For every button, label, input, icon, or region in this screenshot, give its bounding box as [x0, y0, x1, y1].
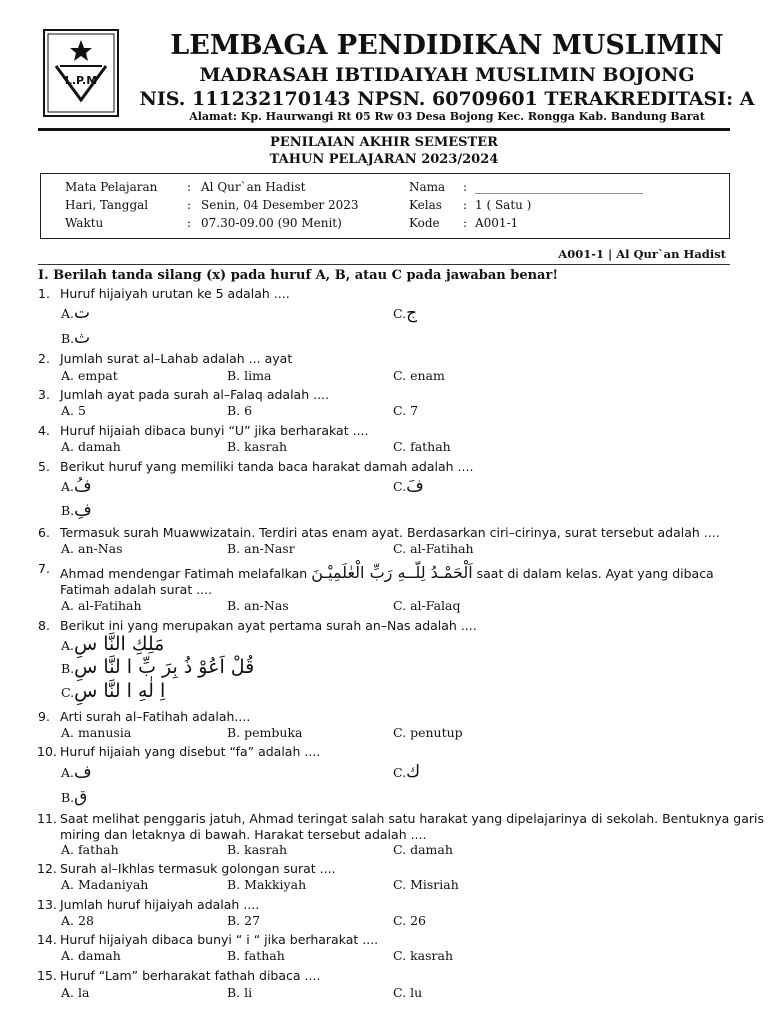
identity-key: Mata Pelajaran — [65, 180, 158, 194]
option-c[interactable] — [393, 948, 453, 963]
option-label: C. — [393, 948, 407, 963]
question-text: Berikut huruf yang memiliki tanda baca harakat damah adalah .... — [60, 459, 474, 474]
question-7 — [38, 561, 738, 597]
option-text: an-Nas — [78, 541, 123, 556]
option-a[interactable] — [61, 762, 92, 782]
option-arabic: ث — [74, 328, 91, 348]
letterhead-divider — [38, 128, 730, 131]
option-b[interactable] — [227, 985, 252, 1000]
question-text: Berikut ini yang merupakan ayat pertama surah an–Nas adalah .... — [60, 618, 477, 633]
option-b[interactable] — [227, 877, 306, 892]
option-label: A. — [61, 985, 75, 1000]
option-arabic: ق — [74, 787, 88, 807]
option-label: A. — [61, 403, 75, 418]
option-label: A. — [61, 842, 75, 857]
name-blank-field[interactable]: ____________________________ — [475, 180, 643, 194]
option-arabic: فُ — [74, 476, 92, 496]
option-b[interactable] — [61, 787, 87, 807]
option-c[interactable] — [393, 303, 417, 323]
option-a[interactable] — [61, 948, 121, 963]
option-label: A. — [61, 913, 75, 928]
option-label: C. — [393, 725, 407, 740]
option-b[interactable] — [61, 328, 90, 348]
option-text: enam — [410, 368, 445, 383]
option-label: C. — [393, 877, 407, 892]
logo-text: L.P.M — [64, 74, 98, 87]
option-b[interactable] — [227, 948, 285, 963]
option-label: B. — [61, 661, 75, 676]
identity-key: Kelas — [409, 198, 442, 212]
question-text: saat di dalam kelas. Ayat yang dibaca — [476, 566, 714, 581]
option-c[interactable] — [393, 913, 426, 928]
option-a[interactable] — [61, 541, 123, 556]
exam-year: TAHUN PELAJARAN 2023/2024 — [269, 152, 499, 167]
option-text: Makkiyah — [244, 877, 307, 892]
option-label: A. — [61, 306, 75, 321]
option-label: B. — [227, 541, 241, 556]
question-number: 9. — [38, 709, 50, 724]
question-number: 11. — [37, 811, 57, 826]
option-arabic: فِ — [74, 500, 92, 520]
option-b[interactable] — [227, 598, 289, 613]
school-address: Alamat: Kp. Haurwangi Rt 05 Rw 03 Desa Bojong Kec. Rongga Kab. Bandung Barat — [189, 110, 705, 123]
question-text: Jumlah ayat pada surah al–Falaq adalah .... — [60, 387, 330, 402]
option-label: C. — [393, 439, 407, 454]
identity-colon: : — [187, 198, 192, 212]
option-label: B. — [227, 948, 241, 963]
identity-colon: : — [463, 180, 468, 194]
option-text: 7 — [410, 403, 419, 418]
option-arabic: ك — [406, 762, 421, 782]
question-text: Surah al–Ikhlas termasuk golongan surat .... — [60, 861, 336, 876]
identity-value: 07.30-09.00 (90 Menit) — [201, 216, 342, 230]
option-arabic: ف — [74, 762, 92, 782]
option-c[interactable] — [393, 439, 451, 454]
option-label: B. — [227, 403, 241, 418]
identity-key: Waktu — [65, 216, 104, 230]
question-number: 5. — [38, 459, 50, 474]
option-label: C. — [393, 541, 407, 556]
option-label: C. — [393, 842, 407, 857]
identity-colon: : — [463, 198, 468, 212]
option-c[interactable] — [393, 598, 460, 613]
option-text: damah — [410, 842, 453, 857]
option-label: B. — [227, 598, 241, 613]
option-label: A. — [61, 725, 75, 740]
question-text: Huruf hijaiah dibaca bunyi “U” jika berharakat .... — [60, 423, 369, 438]
question-11 — [37, 811, 765, 843]
page-code-header: A001-1 | Al Qur`an Hadist — [558, 247, 726, 261]
question-text: Saat melihat penggaris jatuh, Ahmad teringat salah satu harakat yang dipelajarinya di sekolah. Bentuknya garis — [60, 811, 765, 826]
option-a[interactable] — [61, 725, 131, 740]
identity-value: Al Qur`an Hadist — [201, 180, 306, 194]
identity-value: A001-1 — [475, 216, 519, 230]
option-c[interactable] — [393, 476, 424, 496]
option-a[interactable] — [61, 913, 94, 928]
option-label: B. — [227, 725, 241, 740]
option-arabic: قُلْ اَعُوْ ذُ بِرَ بِّ ا لنَّا سِ — [74, 656, 255, 678]
identity-colon: : — [187, 216, 192, 230]
question-number: 8. — [38, 618, 50, 633]
option-b[interactable] — [227, 541, 295, 556]
question-number: 6. — [38, 525, 50, 540]
option-label: A. — [61, 948, 75, 963]
question-text: Huruf hijaiyah dibaca bunyi “ i “ jika berharakat .... — [60, 932, 379, 947]
option-text: pembuka — [244, 725, 303, 740]
option-c[interactable] — [393, 877, 459, 892]
option-label: C. — [393, 598, 407, 613]
option-label: A. — [61, 541, 75, 556]
option-text: damah — [78, 948, 121, 963]
option-text: 26 — [410, 913, 426, 928]
option-a[interactable] — [61, 439, 121, 454]
option-text: empat — [78, 368, 118, 383]
option-label: B. — [227, 985, 241, 1000]
option-a[interactable] — [61, 633, 164, 655]
option-arabic: مَلِكِ النَّا سِ — [74, 633, 165, 655]
question-number: 12. — [37, 861, 57, 876]
option-text: al-Fatihah — [410, 541, 474, 556]
option-label: C. — [393, 368, 407, 383]
question-text: Ahmad mendengar Fatimah melafalkan — [60, 566, 308, 581]
option-a[interactable] — [61, 877, 148, 892]
option-text: Misriah — [410, 877, 459, 892]
question-text: Huruf “Lam” berharakat fathah dibaca .... — [60, 968, 321, 983]
madrasah-name: MADRASAH IBTIDAIYAH MUSLIMIN BOJONG — [199, 64, 695, 86]
student-identity-box — [40, 173, 730, 239]
option-c[interactable] — [393, 403, 418, 418]
option-b[interactable] — [227, 403, 252, 418]
option-text: 6 — [244, 403, 253, 418]
option-text: la — [78, 985, 90, 1000]
header-divider — [38, 264, 730, 265]
option-label: A. — [61, 479, 75, 494]
identity-row — [65, 198, 705, 216]
question-text: Jumlah surat al–Lahab adalah ... ayat — [60, 351, 293, 366]
question-number: 15. — [37, 968, 57, 983]
identity-value: 1 ( Satu ) — [475, 198, 532, 212]
question-text: miring dan letaknya di bawah. Harakat tersebut adalah .... — [60, 827, 427, 842]
option-arabic: ت — [74, 303, 91, 323]
option-b[interactable] — [227, 725, 303, 740]
option-label: B. — [61, 331, 75, 346]
question-number: 3. — [38, 387, 50, 402]
option-text: damah — [78, 439, 121, 454]
option-a[interactable] — [61, 985, 89, 1000]
option-c[interactable] — [393, 985, 422, 1000]
option-a[interactable] — [61, 368, 118, 383]
option-label: C. — [393, 479, 407, 494]
identity-colon: : — [463, 216, 468, 230]
question-text: Huruf hijaiyah urutan ke 5 adalah .... — [60, 286, 290, 301]
option-text: fathah — [244, 948, 285, 963]
question-number: 10. — [37, 744, 57, 759]
option-text: al-Falaq — [410, 598, 461, 613]
option-b[interactable] — [227, 368, 271, 383]
option-label: A. — [61, 368, 75, 383]
option-label: B. — [227, 877, 241, 892]
option-label: B. — [61, 790, 75, 805]
option-c[interactable] — [393, 842, 453, 857]
option-text: lu — [410, 985, 423, 1000]
option-label: A. — [61, 877, 75, 892]
option-b[interactable] — [227, 439, 287, 454]
option-c[interactable] — [393, 368, 445, 383]
option-label: C. — [393, 985, 407, 1000]
option-a[interactable] — [61, 403, 86, 418]
option-text: 27 — [244, 913, 261, 928]
option-label: C. — [393, 306, 407, 321]
option-arabic: ج — [406, 303, 418, 323]
question-number: 2. — [38, 351, 50, 366]
option-label: A. — [61, 765, 75, 780]
option-text: an-Nasr — [244, 541, 295, 556]
option-a[interactable] — [61, 842, 119, 857]
option-text: kasrah — [244, 439, 288, 454]
identity-key: Hari, Tanggal — [65, 198, 149, 212]
option-text: 28 — [78, 913, 94, 928]
question-text: Arti surah al–Fatihah adalah.... — [60, 709, 251, 724]
option-a[interactable] — [61, 598, 142, 613]
question-text: Fatimah adalah surat .... — [60, 582, 213, 597]
option-label: B. — [227, 913, 241, 928]
exam-title: PENILAIAN AKHIR SEMESTER — [270, 135, 498, 150]
option-c[interactable] — [393, 541, 474, 556]
question-number: 7. — [38, 561, 50, 576]
identity-key: Nama — [409, 180, 446, 194]
question-number: 14. — [37, 932, 57, 947]
identity-key: Kode — [409, 216, 440, 230]
option-label: A. — [61, 638, 75, 653]
option-b[interactable] — [227, 842, 287, 857]
registration-line: NIS. 111232170143 NPSN. 60709601 TERAKREDITASI: A — [139, 88, 755, 110]
question-text: Jumlah huruf hijaiyah adalah .... — [60, 897, 260, 912]
option-label: B. — [61, 503, 75, 518]
option-text: Madaniyah — [78, 877, 149, 892]
option-label: C. — [393, 403, 407, 418]
option-b[interactable] — [61, 500, 92, 520]
option-label: B. — [227, 368, 241, 383]
option-text: manusia — [78, 725, 132, 740]
option-c[interactable] — [393, 762, 420, 782]
identity-value: Senin, 04 Desember 2023 — [201, 198, 359, 212]
section-instruction: I. Berilah tanda silang (x) pada huruf A, B, atau C pada jawaban benar! — [38, 268, 559, 283]
institution-name: LEMBAGA PENDIDIKAN MUSLIMIN — [170, 30, 724, 61]
question-arabic-verse: اَلْحَمْـدُ لِلّــهِ رَبِّ الْعٰلَمِيْـنَ — [311, 563, 473, 582]
question-text: Huruf hijaiah yang disebut “fa” adalah .... — [60, 744, 321, 759]
option-text: fathah — [78, 842, 119, 857]
option-text: kasrah — [244, 842, 288, 857]
option-arabic: فَ — [406, 476, 424, 496]
option-text: al-Fatihah — [78, 598, 142, 613]
option-label: A. — [61, 439, 75, 454]
identity-row — [65, 180, 705, 198]
option-text: penutup — [410, 725, 463, 740]
option-label: C. — [393, 913, 407, 928]
option-c[interactable] — [393, 725, 463, 740]
question-number: 1. — [38, 286, 50, 301]
question-text: Termasuk surah Muawwizatain. Terdiri atas enam ayat. Berdasarkan ciri–cirinya, surat tersebut adalah .... — [60, 525, 720, 540]
option-text: 5 — [78, 403, 86, 418]
option-c[interactable] — [61, 680, 165, 702]
option-text: an-Nas — [244, 598, 289, 613]
option-a[interactable] — [61, 303, 90, 323]
option-arabic: اِ لٰهِ ا لنَّا سِ — [74, 680, 166, 702]
identity-row — [65, 216, 705, 234]
question-number: 4. — [38, 423, 50, 438]
option-text: li — [244, 985, 253, 1000]
question-number: 13. — [37, 897, 57, 912]
option-label: C. — [61, 685, 75, 700]
option-label: B. — [227, 439, 241, 454]
option-a[interactable] — [61, 476, 92, 496]
option-b[interactable] — [227, 913, 260, 928]
option-b[interactable] — [61, 656, 254, 678]
option-text: lima — [244, 368, 272, 383]
option-text: kasrah — [410, 948, 453, 963]
identity-colon: : — [187, 180, 192, 194]
school-logo — [42, 28, 120, 118]
option-label: A. — [61, 598, 75, 613]
option-label: B. — [227, 842, 241, 857]
option-text: fathah — [410, 439, 451, 454]
option-label: C. — [393, 765, 407, 780]
